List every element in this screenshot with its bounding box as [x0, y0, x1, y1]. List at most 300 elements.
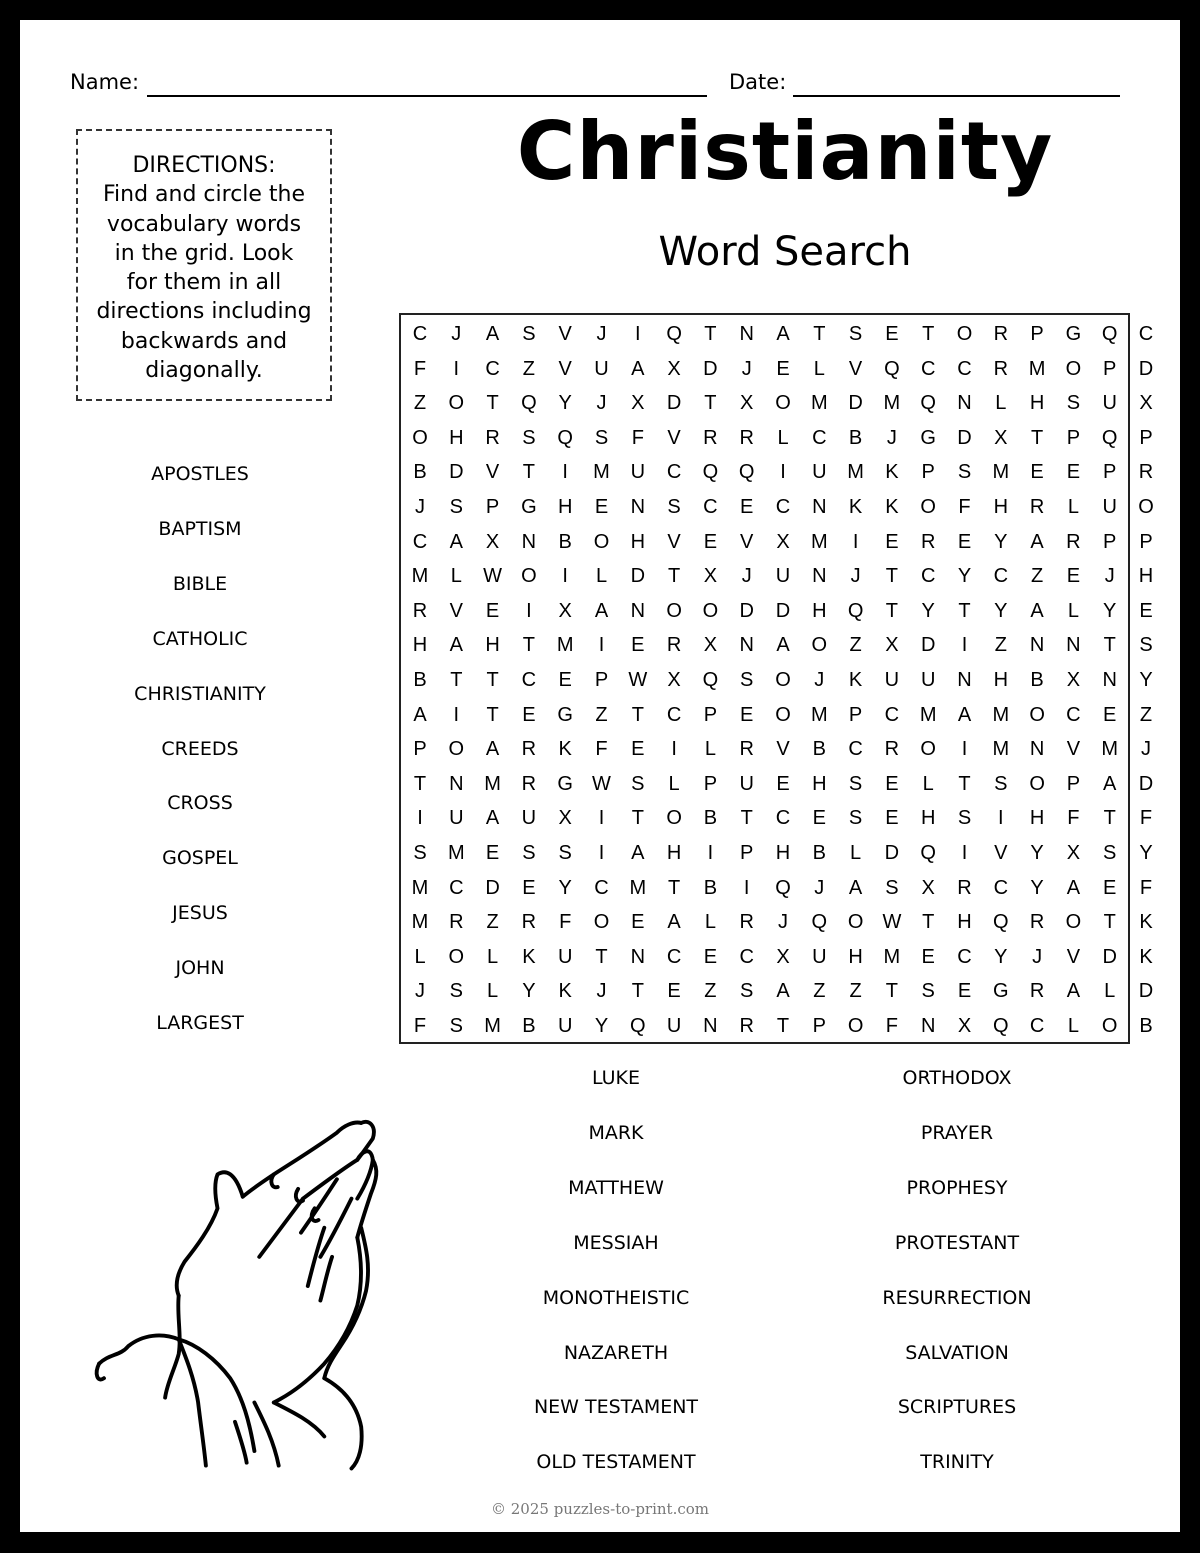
grid-letter[interactable]: S — [594, 426, 609, 449]
grid-letter[interactable]: T — [885, 565, 898, 588]
grid-letter[interactable]: S — [522, 426, 536, 449]
grid-letter[interactable]: T — [522, 461, 535, 484]
grid-letter[interactable]: E — [1030, 461, 1044, 484]
grid-letter[interactable]: F — [958, 496, 971, 518]
grid-letter[interactable]: P — [848, 703, 863, 726]
grid-letter[interactable]: F — [885, 1015, 898, 1037]
grid-letter[interactable]: O — [811, 634, 828, 657]
grid-letter[interactable]: E — [885, 772, 899, 795]
grid-letter[interactable]: X — [558, 807, 572, 830]
grid-letter[interactable]: G — [920, 426, 936, 449]
grid-letter[interactable]: D — [1138, 357, 1154, 380]
grid-letter[interactable]: S — [740, 669, 754, 691]
grid-letter[interactable]: F — [559, 911, 572, 934]
grid-letter[interactable]: E — [631, 634, 645, 657]
grid-letter[interactable]: O — [1065, 357, 1082, 380]
grid-letter[interactable]: D — [1102, 945, 1117, 968]
grid-letter[interactable]: T — [595, 945, 608, 968]
grid-letter[interactable]: S — [921, 980, 935, 1003]
grid-letter[interactable]: A — [594, 599, 609, 622]
grid-letter[interactable]: C — [957, 357, 972, 380]
grid-letter[interactable]: V — [558, 357, 572, 380]
grid-letter[interactable]: P — [740, 842, 754, 864]
grid-letter[interactable]: L — [1067, 1015, 1079, 1037]
grid-letter[interactable]: L — [414, 945, 426, 968]
grid-letter[interactable]: Q — [920, 392, 936, 415]
grid-letter[interactable]: N — [1029, 634, 1045, 657]
grid-letter[interactable]: Y — [558, 876, 572, 899]
grid-letter[interactable]: Z — [413, 392, 427, 415]
grid-letter[interactable]: P — [1030, 323, 1044, 345]
grid-letter[interactable]: T — [922, 323, 935, 345]
grid-letter[interactable]: S — [1103, 842, 1117, 864]
grid-letter[interactable]: E — [485, 842, 500, 864]
grid-letter[interactable]: J — [850, 565, 861, 588]
grid-letter[interactable]: R — [485, 426, 500, 449]
grid-letter[interactable]: E — [1066, 565, 1081, 588]
grid-letter[interactable]: Q — [811, 911, 828, 934]
grid-letter[interactable]: J — [596, 392, 607, 415]
grid-letter[interactable]: J — [741, 565, 752, 588]
grid-letter[interactable]: A — [776, 634, 790, 657]
grid-letter[interactable]: P — [1139, 426, 1153, 449]
grid-letter[interactable]: I — [961, 738, 968, 761]
grid-letter[interactable]: M — [629, 876, 647, 899]
grid-letter[interactable]: T — [667, 876, 681, 899]
grid-letter[interactable]: X — [1066, 842, 1081, 864]
grid-letter[interactable]: L — [922, 772, 934, 795]
grid-letter[interactable]: P — [812, 1015, 826, 1037]
grid-letter[interactable]: T — [413, 772, 427, 795]
grid-letter[interactable]: N — [812, 496, 827, 518]
grid-letter[interactable]: A — [776, 980, 790, 1003]
grid-letter[interactable]: C — [412, 530, 428, 553]
grid-letter[interactable]: I — [961, 842, 968, 864]
grid-letter[interactable]: N — [630, 945, 646, 968]
grid-letter[interactable]: Q — [702, 461, 719, 484]
grid-letter[interactable]: K — [1139, 911, 1153, 934]
grid-letter[interactable]: O — [1065, 911, 1082, 934]
grid-letter[interactable]: L — [487, 945, 499, 968]
grid-letter[interactable]: U — [521, 807, 537, 830]
grid-letter[interactable]: D — [848, 392, 863, 415]
grid-letter[interactable]: N — [739, 634, 754, 657]
grid-letter[interactable]: T — [776, 1015, 790, 1037]
grid-letter[interactable]: Q — [847, 599, 864, 622]
grid-letter[interactable]: O — [1101, 1015, 1118, 1037]
grid-letter[interactable]: J — [415, 496, 425, 518]
grid-letter[interactable]: O — [920, 496, 936, 518]
grid-letter[interactable]: T — [958, 599, 971, 622]
grid-letter[interactable]: K — [885, 496, 899, 518]
grid-letter[interactable]: Q — [630, 1015, 646, 1037]
grid-letter[interactable]: H — [1029, 807, 1045, 830]
grid-letter[interactable]: J — [415, 980, 425, 1003]
grid-letter[interactable]: I — [707, 842, 714, 864]
grid-letter[interactable]: R — [703, 426, 718, 449]
grid-letter[interactable]: L — [704, 738, 716, 761]
grid-letter[interactable]: H — [557, 496, 573, 518]
grid-letter[interactable]: P — [1066, 426, 1081, 449]
grid-letter[interactable]: R — [521, 911, 537, 934]
grid-letter[interactable]: A — [485, 738, 500, 761]
grid-letter[interactable]: O — [593, 530, 610, 553]
grid-letter[interactable]: Y — [1030, 876, 1044, 899]
grid-letter[interactable]: L — [813, 357, 825, 380]
grid-letter[interactable]: V — [848, 357, 863, 380]
grid-letter[interactable]: O — [412, 426, 428, 449]
grid-letter[interactable]: U — [812, 945, 827, 968]
grid-letter[interactable]: P — [703, 772, 718, 795]
grid-letter[interactable]: A — [667, 911, 681, 934]
grid-letter[interactable]: O — [775, 392, 791, 415]
grid-letter[interactable]: K — [558, 738, 572, 761]
grid-letter[interactable]: M — [593, 461, 610, 484]
grid-letter[interactable]: N — [1102, 669, 1117, 691]
grid-letter[interactable]: I — [998, 807, 1004, 830]
grid-letter[interactable]: L — [450, 565, 462, 588]
grid-letter[interactable]: Z — [849, 980, 862, 1003]
grid-letter[interactable]: D — [449, 461, 464, 484]
grid-letter[interactable]: T — [813, 323, 826, 345]
grid-letter[interactable]: T — [1103, 807, 1116, 830]
grid-letter[interactable]: U — [594, 357, 609, 380]
grid-letter[interactable]: E — [1139, 599, 1153, 622]
grid-letter[interactable]: C — [703, 496, 718, 518]
grid-letter[interactable]: A — [1030, 530, 1044, 553]
grid-letter[interactable]: R — [1029, 980, 1045, 1003]
grid-letter[interactable]: B — [413, 461, 427, 484]
grid-letter[interactable]: E — [812, 807, 826, 830]
grid-letter[interactable]: K — [848, 496, 863, 518]
grid-letter[interactable]: Z — [1139, 703, 1153, 726]
grid-letter[interactable]: J — [451, 323, 462, 345]
grid-letter[interactable]: K — [522, 945, 536, 968]
grid-letter[interactable]: T — [922, 911, 935, 934]
grid-letter[interactable]: D — [884, 842, 900, 864]
grid-letter[interactable]: M — [919, 703, 937, 726]
grid-letter[interactable]: C — [920, 565, 936, 588]
grid-letter[interactable]: S — [558, 842, 572, 864]
grid-letter[interactable]: S — [740, 980, 754, 1003]
grid-letter[interactable]: P — [1103, 357, 1117, 380]
grid-letter[interactable]: P — [594, 669, 609, 691]
grid-letter[interactable]: E — [776, 357, 790, 380]
grid-letter[interactable]: G — [557, 772, 573, 795]
grid-letter[interactable]: A — [848, 876, 863, 899]
grid-letter[interactable]: C — [739, 945, 754, 968]
grid-letter[interactable]: E — [667, 980, 681, 1003]
grid-letter[interactable]: F — [1139, 876, 1153, 899]
grid-letter[interactable]: Z — [849, 634, 862, 657]
grid-letter[interactable]: O — [593, 911, 610, 934]
grid-letter[interactable]: J — [1032, 945, 1043, 968]
grid-letter[interactable]: S — [449, 496, 463, 518]
grid-letter[interactable]: F — [1139, 807, 1153, 830]
grid-letter[interactable]: M — [447, 842, 465, 864]
grid-letter[interactable]: N — [812, 565, 827, 588]
grid-letter[interactable]: W — [882, 911, 902, 934]
grid-letter[interactable]: N — [957, 392, 972, 415]
grid-letter[interactable]: W — [483, 565, 503, 588]
grid-letter[interactable]: O — [702, 599, 719, 622]
grid-letter[interactable]: T — [631, 703, 644, 726]
grid-letter[interactable]: X — [957, 1015, 972, 1037]
grid-letter[interactable]: R — [521, 738, 537, 761]
grid-letter[interactable]: Z — [704, 980, 717, 1003]
grid-letter[interactable]: M — [411, 565, 429, 588]
grid-letter[interactable]: E — [921, 945, 935, 968]
grid-letter[interactable]: V — [994, 842, 1008, 864]
grid-letter[interactable]: L — [1067, 599, 1079, 622]
grid-letter[interactable]: H — [449, 426, 464, 449]
grid-letter[interactable]: H — [485, 634, 500, 657]
grid-letter[interactable]: R — [920, 530, 936, 553]
grid-letter[interactable]: I — [453, 357, 460, 380]
grid-letter[interactable]: C — [775, 496, 791, 518]
grid-letter[interactable]: L — [668, 772, 680, 795]
grid-letter[interactable]: M — [883, 945, 901, 968]
grid-letter[interactable]: X — [703, 634, 718, 657]
grid-letter[interactable]: E — [522, 703, 536, 726]
grid-letter[interactable]: N — [703, 1015, 718, 1037]
grid-letter[interactable]: K — [1139, 945, 1153, 968]
grid-letter[interactable]: U — [630, 461, 646, 484]
grid-letter[interactable]: N — [1066, 634, 1081, 657]
grid-letter[interactable]: E — [594, 496, 609, 518]
grid-letter[interactable]: X — [631, 392, 645, 415]
grid-letter[interactable]: H — [1138, 565, 1154, 588]
grid-letter[interactable]: X — [776, 945, 790, 968]
grid-letter[interactable]: J — [596, 323, 607, 345]
grid-letter[interactable]: I — [562, 565, 568, 588]
grid-letter[interactable]: D — [775, 599, 791, 622]
grid-letter[interactable]: O — [666, 599, 682, 622]
grid-letter[interactable]: T — [1030, 426, 1044, 449]
grid-letter[interactable]: D — [1138, 980, 1154, 1003]
grid-letter[interactable]: J — [814, 876, 825, 899]
grid-letter[interactable]: U — [449, 807, 464, 830]
grid-letter[interactable]: E — [740, 703, 754, 726]
grid-letter[interactable]: F — [595, 738, 608, 761]
grid-letter[interactable]: W — [628, 669, 648, 691]
grid-letter[interactable]: X — [1066, 669, 1081, 691]
grid-letter[interactable]: X — [558, 599, 572, 622]
grid-letter[interactable]: U — [920, 669, 936, 691]
grid-letter[interactable]: J — [778, 911, 788, 934]
grid-letter[interactable]: Q — [920, 842, 936, 864]
grid-letter[interactable]: X — [885, 634, 899, 657]
grid-letter[interactable]: M — [556, 634, 574, 657]
grid-letter[interactable]: C — [666, 703, 682, 726]
grid-letter[interactable]: B — [703, 807, 718, 830]
grid-letter[interactable]: J — [596, 980, 607, 1003]
grid-letter[interactable]: T — [704, 323, 717, 345]
grid-letter[interactable]: E — [1103, 703, 1117, 726]
grid-letter[interactable]: T — [631, 980, 644, 1003]
grid-letter[interactable]: J — [814, 669, 825, 691]
grid-letter[interactable]: R — [739, 911, 754, 934]
grid-letter[interactable]: X — [485, 530, 500, 553]
grid-letter[interactable]: Y — [1030, 842, 1044, 864]
grid-letter[interactable]: Y — [1139, 842, 1153, 864]
grid-letter[interactable]: J — [741, 357, 752, 380]
grid-letter[interactable]: C — [920, 357, 936, 380]
grid-letter[interactable]: R — [666, 634, 682, 657]
grid-letter[interactable]: E — [631, 738, 645, 761]
grid-letter[interactable]: Q — [993, 1015, 1009, 1037]
grid-letter[interactable]: C — [1138, 323, 1154, 345]
grid-letter[interactable]: L — [487, 980, 499, 1003]
grid-letter[interactable]: P — [413, 738, 427, 761]
grid-letter[interactable]: L — [1067, 496, 1079, 518]
grid-letter[interactable]: O — [448, 945, 465, 968]
grid-letter[interactable]: G — [993, 980, 1009, 1003]
grid-letter[interactable]: R — [884, 738, 900, 761]
grid-letter[interactable]: U — [775, 565, 791, 588]
grid-letter[interactable]: Y — [594, 1015, 609, 1037]
grid-letter[interactable]: T — [885, 980, 898, 1003]
grid-letter[interactable]: B — [812, 842, 826, 864]
grid-letter[interactable]: E — [558, 669, 572, 691]
grid-letter[interactable]: I — [671, 738, 677, 761]
grid-letter[interactable]: E — [703, 530, 718, 553]
grid-letter[interactable]: A — [449, 634, 463, 657]
grid-letter[interactable]: U — [812, 461, 827, 484]
grid-letter[interactable]: L — [850, 842, 862, 864]
grid-letter[interactable]: N — [449, 772, 464, 795]
grid-letter[interactable]: I — [598, 807, 605, 830]
word-search-grid[interactable] — [399, 313, 1154, 1044]
grid-letter[interactable]: M — [847, 461, 864, 484]
grid-letter[interactable]: N — [920, 1015, 936, 1037]
grid-letter[interactable]: S — [848, 772, 863, 795]
grid-letter[interactable]: K — [558, 980, 572, 1003]
grid-letter[interactable]: O — [1029, 703, 1045, 726]
grid-letter[interactable]: T — [740, 807, 753, 830]
grid-letter[interactable]: Y — [994, 599, 1008, 622]
grid-letter[interactable]: Q — [738, 461, 755, 484]
grid-letter[interactable]: H — [920, 807, 936, 830]
grid-letter[interactable]: C — [957, 945, 972, 968]
grid-letter[interactable]: P — [1066, 772, 1081, 795]
grid-letter[interactable]: V — [449, 599, 463, 622]
grid-letter[interactable]: S — [631, 772, 645, 795]
grid-letter[interactable]: X — [1139, 392, 1153, 415]
grid-letter[interactable]: A — [485, 807, 500, 830]
grid-letter[interactable]: C — [848, 738, 863, 761]
grid-letter[interactable]: S — [1066, 392, 1081, 415]
grid-letter[interactable]: Q — [666, 323, 682, 345]
grid-letter[interactable]: N — [957, 669, 972, 691]
grid-letter[interactable]: N — [630, 496, 646, 518]
grid-letter[interactable]: F — [413, 357, 427, 380]
grid-letter[interactable]: T — [486, 669, 499, 691]
grid-letter[interactable]: M — [1028, 357, 1046, 380]
grid-letter[interactable]: R — [739, 738, 754, 761]
grid-letter[interactable]: I — [598, 634, 605, 657]
grid-letter[interactable]: A — [449, 530, 463, 553]
grid-letter[interactable]: A — [776, 323, 790, 345]
grid-letter[interactable]: G — [557, 703, 573, 726]
grid-letter[interactable]: Y — [994, 945, 1008, 968]
grid-letter[interactable]: A — [485, 323, 500, 345]
grid-letter[interactable]: C — [594, 876, 609, 899]
name-field[interactable] — [147, 95, 707, 97]
grid-letter[interactable]: C — [666, 945, 682, 968]
grid-letter[interactable]: O — [775, 703, 791, 726]
grid-letter[interactable]: V — [776, 738, 790, 761]
grid-letter[interactable]: S — [848, 323, 863, 345]
grid-letter[interactable]: E — [957, 530, 972, 553]
grid-letter[interactable]: H — [1029, 392, 1045, 415]
grid-letter[interactable]: M — [484, 772, 501, 795]
grid-letter[interactable]: O — [521, 565, 537, 588]
grid-letter[interactable]: A — [631, 357, 645, 380]
grid-letter[interactable]: B — [413, 669, 427, 691]
grid-letter[interactable]: J — [886, 426, 897, 449]
grid-letter[interactable]: S — [885, 876, 899, 899]
grid-letter[interactable]: S — [957, 461, 972, 484]
grid-letter[interactable]: E — [1066, 461, 1081, 484]
grid-letter[interactable]: R — [1029, 911, 1045, 934]
grid-letter[interactable]: O — [847, 911, 864, 934]
grid-letter[interactable]: E — [703, 945, 718, 968]
grid-letter[interactable]: E — [1103, 876, 1117, 899]
grid-letter[interactable]: C — [449, 876, 464, 899]
grid-letter[interactable]: Z — [486, 911, 499, 934]
grid-letter[interactable]: C — [1029, 1015, 1045, 1037]
grid-letter[interactable]: T — [885, 599, 898, 622]
grid-letter[interactable]: Y — [957, 565, 972, 588]
grid-letter[interactable]: Q — [775, 876, 791, 899]
grid-letter[interactable]: I — [562, 461, 568, 484]
grid-letter[interactable]: O — [956, 323, 973, 345]
grid-letter[interactable]: U — [557, 1015, 573, 1037]
grid-letter[interactable]: Q — [1101, 426, 1118, 449]
grid-letter[interactable]: D — [920, 634, 936, 657]
grid-letter[interactable]: T — [486, 703, 499, 726]
grid-letter[interactable]: D — [957, 426, 972, 449]
grid-letter[interactable]: G — [521, 496, 537, 518]
grid-letter[interactable]: I — [598, 842, 605, 864]
grid-letter[interactable]: B — [1139, 1015, 1153, 1037]
grid-letter[interactable]: S — [449, 980, 463, 1003]
grid-letter[interactable]: J — [1141, 738, 1151, 761]
grid-letter[interactable]: N — [521, 530, 537, 553]
grid-letter[interactable]: E — [485, 599, 500, 622]
grid-letter[interactable]: Z — [813, 980, 826, 1003]
grid-letter[interactable]: Q — [884, 357, 900, 380]
grid-letter[interactable]: R — [1066, 530, 1081, 553]
grid-letter[interactable]: A — [1066, 980, 1081, 1003]
grid-letter[interactable]: P — [485, 496, 500, 518]
grid-letter[interactable]: M — [992, 703, 1010, 726]
grid-letter[interactable]: Q — [557, 426, 573, 449]
grid-letter[interactable]: E — [740, 496, 754, 518]
grid-letter[interactable]: Q — [1101, 323, 1118, 345]
grid-letter[interactable]: E — [885, 323, 899, 345]
grid-letter[interactable]: T — [958, 772, 971, 795]
grid-letter[interactable]: I — [635, 323, 641, 345]
grid-letter[interactable]: S — [522, 323, 536, 345]
grid-letter[interactable]: X — [703, 565, 718, 588]
grid-letter[interactable]: X — [667, 669, 681, 691]
grid-letter[interactable]: H — [812, 599, 827, 622]
grid-letter[interactable]: C — [666, 461, 682, 484]
grid-letter[interactable]: Z — [595, 703, 608, 726]
grid-letter[interactable]: Q — [993, 911, 1009, 934]
